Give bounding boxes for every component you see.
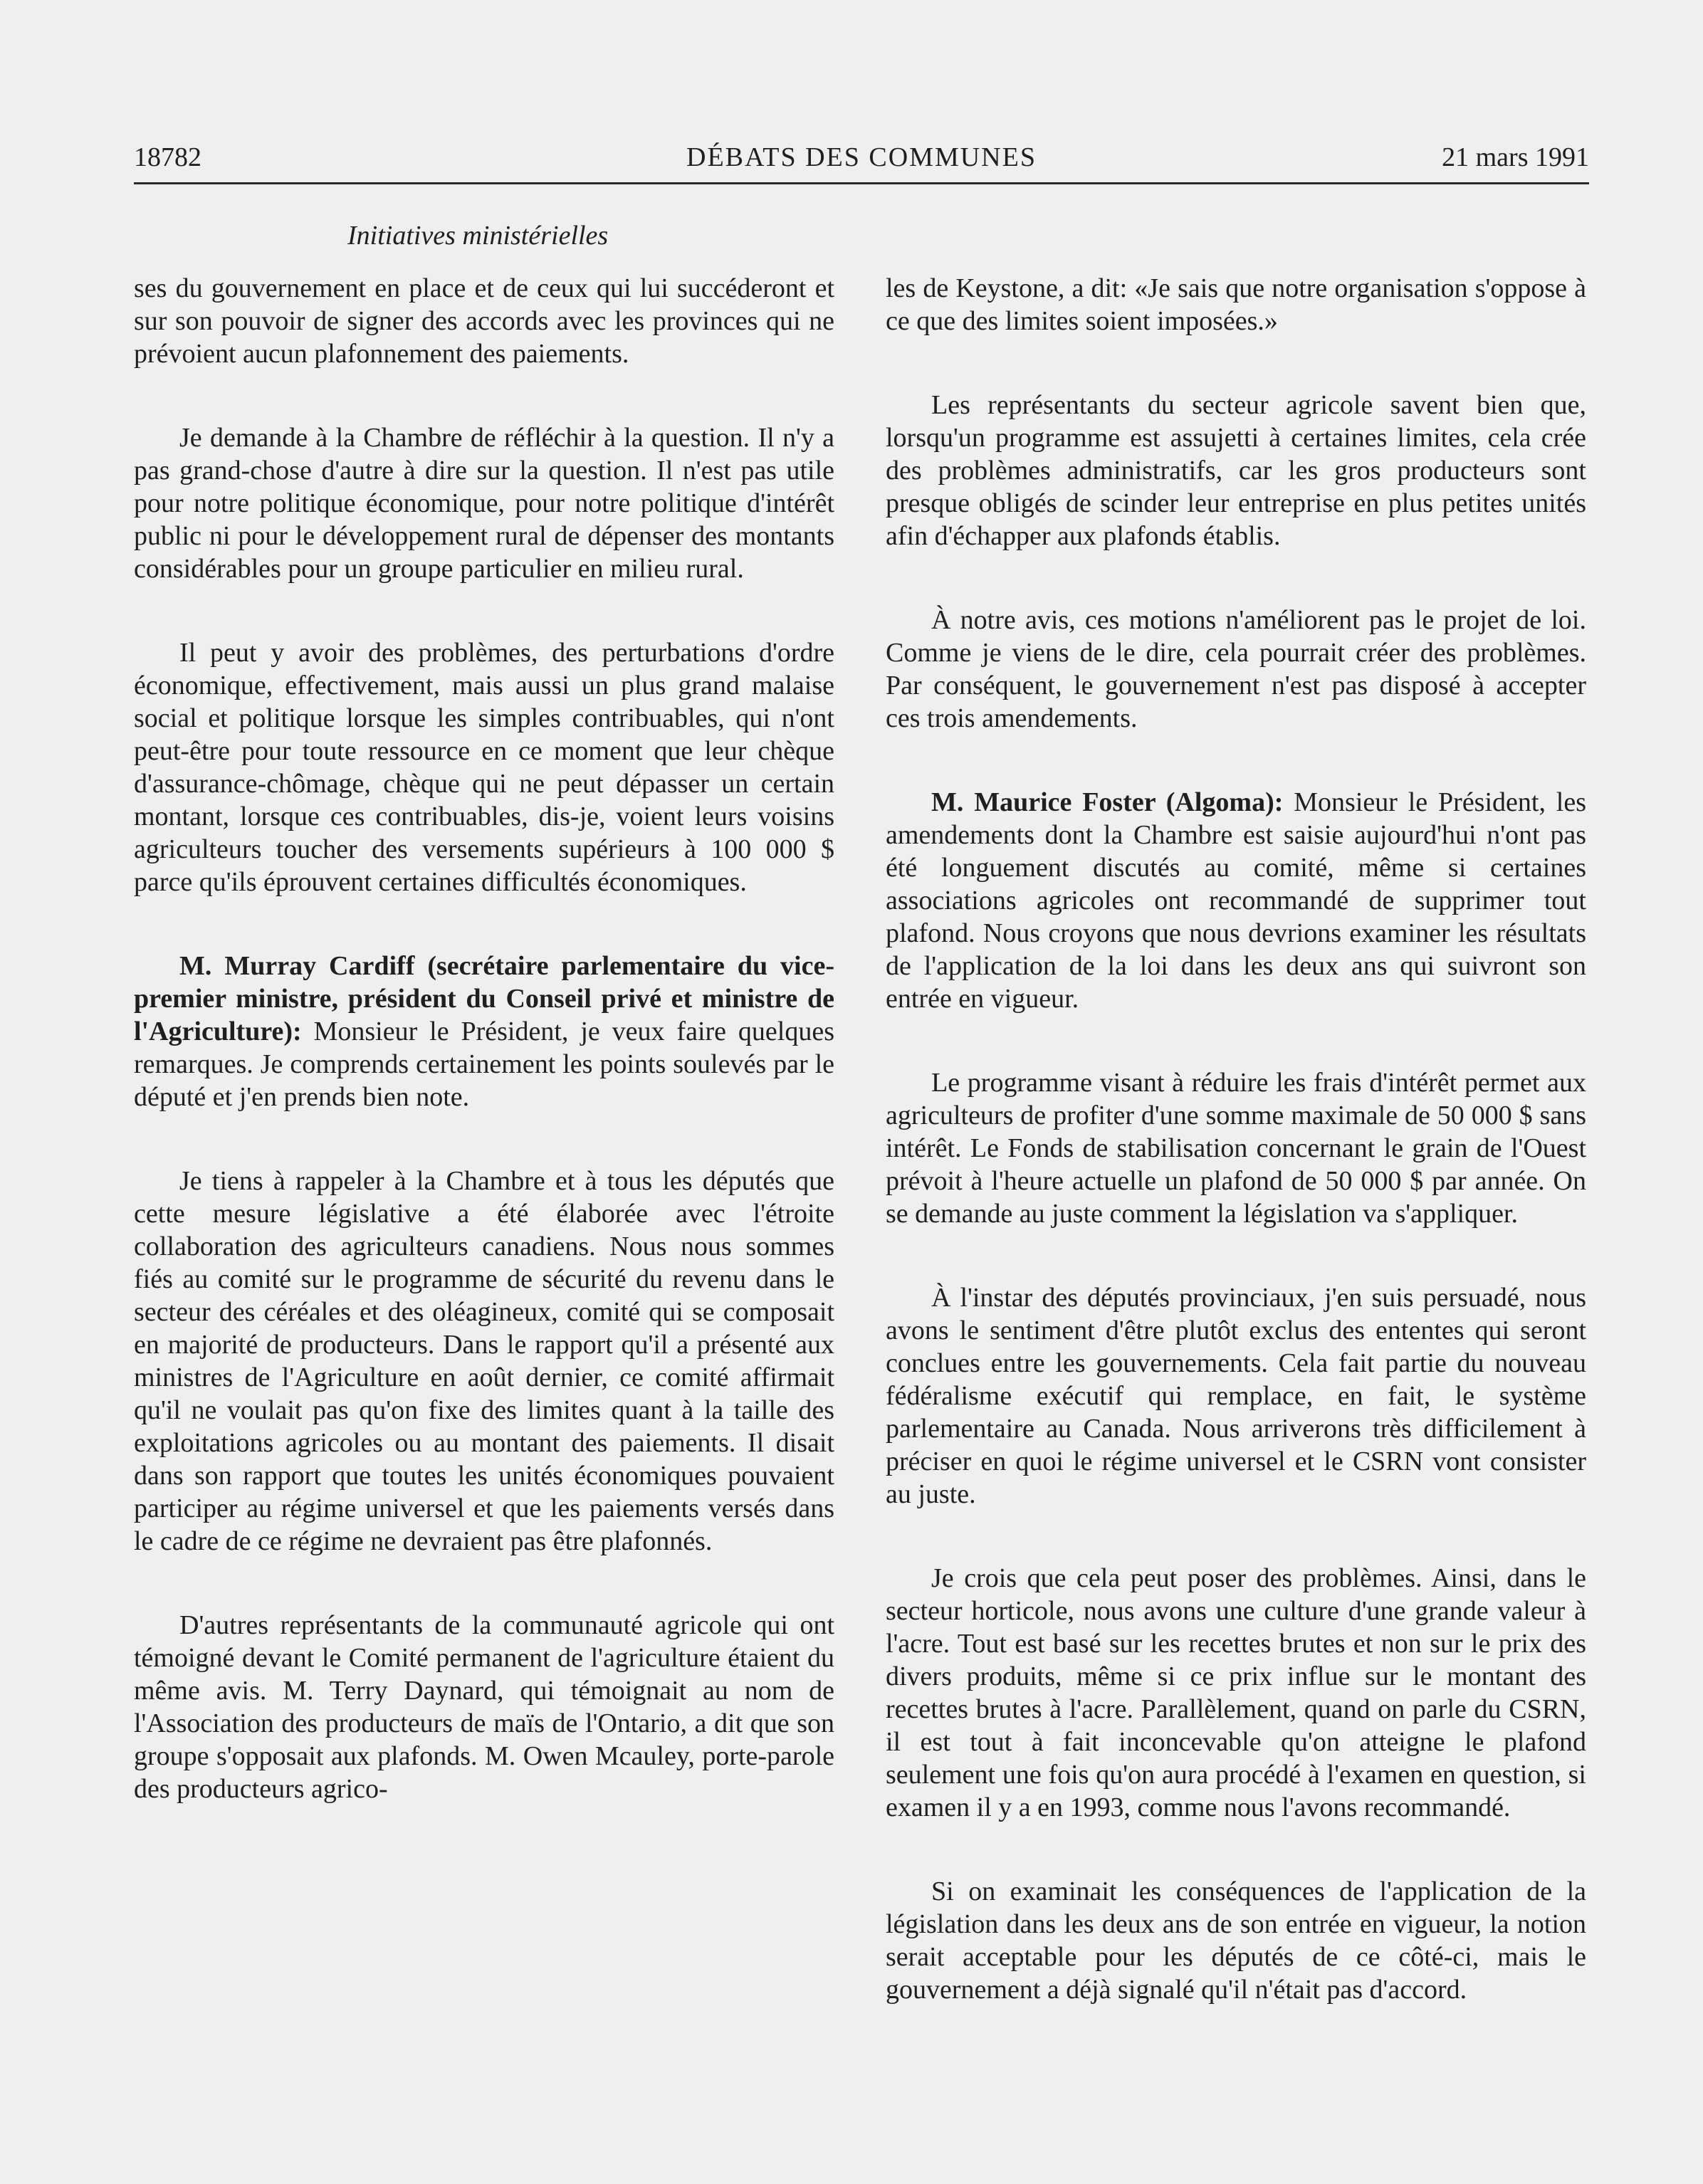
- paragraph-text: À l'instar des députés provinciaux, j'en suis persuadé, nous avons le sentiment d'être plutôt exclus des ententes qui seront conclues entre les gouvernements. Cela fait partie du nouveau fédéralisme exécutif qui remplace, en fait, le système parlementaire au Canada. Nous arriverons très difficilement à préciser en quoi le régime universel et le CSRN vont consister au juste.: [886, 1283, 1586, 1509]
- paragraph: [134, 272, 834, 370]
- paragraph-text: À notre avis, ces motions n'améliorent pas le projet de loi. Comme je viens de le dire, cela pourrait créer des problèmes. Par conséquent, le gouvernement n'est pas disposé à accepter ces trois amendements.: [886, 605, 1586, 733]
- paragraph: [134, 950, 834, 1113]
- paragraph-text: Monsieur le Président, je veux faire quelques remarques. Je comprends certainement les points soulevés par le député et j'en prends bien note.: [134, 1017, 834, 1112]
- section-title: Initiatives ministérielles: [347, 221, 609, 251]
- journal-title: DÉBATS DES COMMUNES: [686, 142, 1037, 172]
- paragraph-text: ses du gouvernement en place et de ceux qui lui succéderont et sur son pouvoir de signer des accords avec les provinces qui ne prévoient aucun plafonnement des paiements.: [134, 273, 834, 369]
- paragraph-text: Je demande à la Chambre de réfléchir à la question. Il n'y a pas grand-chose d'autre à dire sur la question. Il n'est pas utile pour notre politique économique, pour notre politique d'intérêt public ni pour le développement rural de dépenser des montants considérables pour un groupe particulier en milieu rural.: [134, 423, 834, 584]
- issue-date: 21 mars 1991: [1442, 142, 1589, 172]
- paragraph: [886, 604, 1586, 735]
- paragraph-text: Monsieur le Président, les amendements dont la Chambre est saisie aujourd'hui n'ont pas été longuement discutés au comité, même si certaines associations agricoles ont recommandé de supprimer tout plafond. Nous croyons que nous devrions examiner les résultats de l'application de la loi dans les deux ans qui suivront son entrée en vigueur.: [886, 787, 1587, 1014]
- paragraph-text: les de Keystone, a dit: «Je sais que notre organisation s'oppose à ce que des limites soient imposées.»: [886, 273, 1586, 336]
- paragraph: [134, 421, 834, 585]
- paragraph-text: D'autres représentants de la communauté agricole qui ont témoigné devant le Comité permanent de l'agriculture étaient du même avis. M. Terry Daynard, qui témoignait au nom de l'Association des producteurs de maïs de l'Ontario, a dit que son groupe s'opposait aux plafonds. M. Owen Mcauley, porte-parole des producteurs agrico-: [134, 1610, 834, 1804]
- paragraph: [134, 1609, 834, 1805]
- paragraph: [886, 1281, 1586, 1511]
- paragraph: [886, 389, 1586, 552]
- paragraph: [886, 786, 1586, 1015]
- paragraph: [886, 1066, 1586, 1230]
- paragraph-text: Si on examinait les conséquences de l'application de la législation dans les deux ans de son entrée en vigueur, la notion serait acceptable pour les députés de ce côté-ci, mais le gouvernement a déjà signalé qu'il n'était pas d'accord.: [886, 1876, 1586, 2005]
- paragraph: [886, 1562, 1586, 1824]
- paragraph: [134, 1165, 834, 1558]
- paragraph-text: Les représentants du secteur agricole savent bien que, lorsqu'un programme est assujetti à certaines limites, cela crée des problèmes administratifs, car les gros producteurs sont presque obligés de scinder leur entreprise en plus petites unités afin d'échapper aux plafonds établis.: [886, 390, 1586, 551]
- paragraph-text: Il peut y avoir des problèmes, des perturbations d'ordre économique, effectivement, mais aussi un plus grand malaise social et politique lorsque les simples contribuables, qui n'ont peut-être pour toute ressource en ce moment que leur chèque d'assurance-chômage, chèque qui ne peut dépasser un certain montant, lorsque ces contribuables, dis-je, voient leurs voisins agriculteurs toucher des versements supérieurs à 100 000 $ parce qu'ils éprouvent certaines difficultés économiques.: [134, 638, 834, 897]
- paragraph-text: Je tiens à rappeler à la Chambre et à tous les députés que cette mesure législative a été élaborée avec l'étroite collaboration des agriculteurs canadiens. Nous nous sommes fiés au comité sur le programme de sécurité du revenu dans le secteur des céréales et des oléagineux, comité qui se composait en majorité de producteurs. Dans le rapport qu'il a présenté aux ministres de l'Agriculture en août dernier, ce comité affirmait qu'il ne voulait pas qu'on fixe des limites quant à la taille des exploitations agricoles ou au montant des paiements. Il disait dans son rapport que toutes les unités économiques pouvaient participer au régime universel et que les paiements versés dans le cadre de ce régime ne devraient pas être plafonnés.: [134, 1166, 834, 1556]
- page-number: 18782: [134, 142, 201, 172]
- speaker-name: M. Maurice Foster (Algoma):: [931, 787, 1284, 817]
- paragraph-text: Je crois que cela peut poser des problèmes. Ainsi, dans le secteur horticole, nous avons une culture d'une grande valeur à l'acre. Tout est basé sur les recettes brutes et non sur le prix des divers produits, même si ce prix influe sur le montant des recettes brutes à l'acre. Parallèlement, quand on parle du CSRN, il est tout à fait inconcevable qu'on atteigne le plafond seulement une fois qu'on aura procédé à l'examen en question, si examen il y a en 1993, comme nous l'avons recommandé.: [886, 1563, 1586, 1822]
- left-column: [134, 272, 834, 1805]
- paragraph-text: Le programme visant à réduire les frais d'intérêt permet aux agriculteurs de profiter d'une somme maximale de 50 000 $ sans intérêt. Le Fonds de stabilisation concernant le grain de l'Ouest prévoit à l'heure actuelle un plafond de 50 000 $ par année. On se demande au juste comment la législation va s'appliquer.: [886, 1068, 1586, 1229]
- paragraph: [886, 1875, 1586, 2006]
- paragraph: [134, 636, 834, 898]
- paragraph: [886, 272, 1586, 337]
- right-column: [886, 272, 1586, 2006]
- speaker-name: M. Murray Cardiff (secrétaire parlementaire du vice-premier ministre, président du Conseil privé et ministre de l'Agriculture):: [134, 951, 834, 1046]
- page-header: [134, 141, 1589, 184]
